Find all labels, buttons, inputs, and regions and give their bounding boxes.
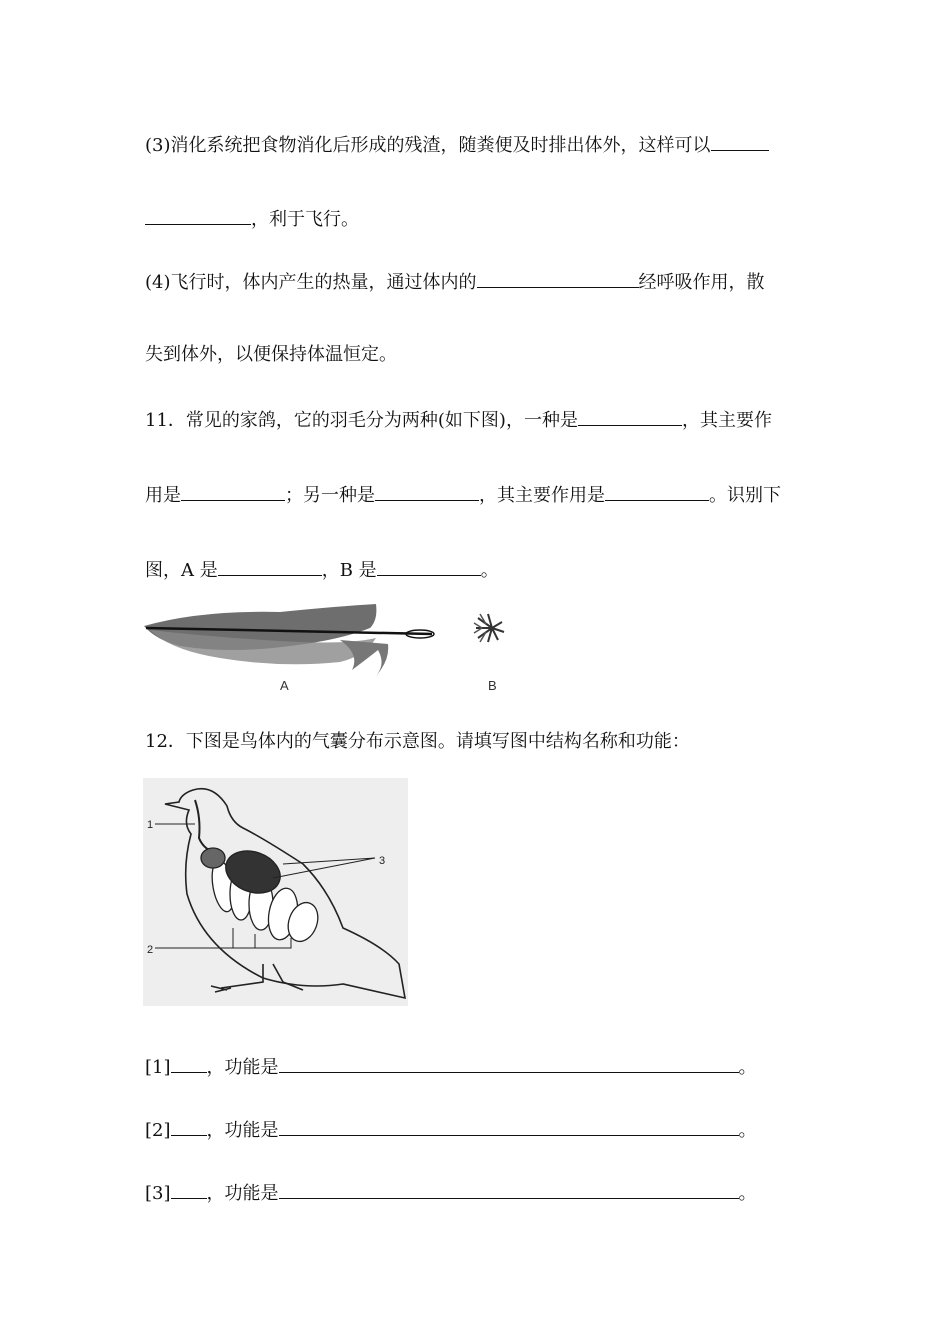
label-2: 2 xyxy=(147,944,154,956)
q10-part4-line2 xyxy=(145,343,397,367)
answer-number: [1] xyxy=(145,1057,171,1078)
answer-function-label: ，功能是 xyxy=(206,1183,279,1204)
answer-blank[interactable] xyxy=(477,269,639,288)
feather-a-illustration xyxy=(144,604,434,676)
q10-part4-text: (4)飞行时，体内产生的热量，通过体内的 xyxy=(145,272,477,293)
q11-line3 xyxy=(145,557,499,583)
q12-title: 12．下图是鸟体内的气囊分布示意图。请填写图中结构名称和功能： xyxy=(145,731,690,752)
q11-text: 。 xyxy=(480,560,499,581)
answer-blank[interactable] xyxy=(578,407,682,426)
q11-text: 图，A 是 xyxy=(145,560,218,581)
q11-text: ，其主要作 xyxy=(681,410,772,431)
answer-blank[interactable] xyxy=(171,1054,207,1073)
answer-blank[interactable] xyxy=(279,1117,739,1136)
q11-text: ，其主要作用是 xyxy=(479,485,605,506)
q10-part4-text-end: 失到体外，以便保持体温恒定。 xyxy=(145,344,397,365)
feather-figure xyxy=(140,598,540,698)
q10-part3-text-end: ，利于飞行。 xyxy=(251,209,359,230)
answer-function-label: ，功能是 xyxy=(206,1057,279,1078)
q10-part4-text-mid: 经呼吸作用，散 xyxy=(638,272,765,293)
answer-end: 。 xyxy=(738,1183,757,1204)
q11-text: 用是 xyxy=(145,485,181,506)
answer-blank[interactable] xyxy=(181,482,285,501)
q10-part4-line1 xyxy=(145,269,765,295)
answer-blank[interactable] xyxy=(279,1054,739,1073)
q10-part3-text: (3)消化系统把食物消化后形成的残渣，随粪便及时排出体外，这样可以 xyxy=(145,135,711,156)
answer-row-1 xyxy=(145,1054,757,1080)
label-3: 3 xyxy=(379,855,386,867)
q11-text: ，B 是 xyxy=(321,560,377,581)
answer-number: [2] xyxy=(145,1120,171,1141)
q11-text: ；另一种是 xyxy=(285,485,375,506)
q11-line1 xyxy=(145,407,772,433)
answer-blank[interactable] xyxy=(377,557,481,576)
answer-blank[interactable] xyxy=(711,132,769,151)
q11-line2 xyxy=(145,482,781,508)
answer-blank[interactable] xyxy=(145,206,251,225)
q11-text: 11．常见的家鸽，它的羽毛分为两种(如下图)，一种是 xyxy=(145,410,578,431)
air-sac-figure xyxy=(143,778,408,1006)
answer-blank[interactable] xyxy=(279,1180,739,1199)
answer-end: 。 xyxy=(738,1057,757,1078)
q11-text: 。识别下 xyxy=(709,485,781,506)
feather-b-label: B xyxy=(488,678,497,693)
answer-row-3 xyxy=(145,1180,757,1206)
answer-number: [3] xyxy=(145,1183,171,1204)
answer-blank[interactable] xyxy=(171,1180,207,1199)
answer-blank[interactable] xyxy=(218,557,322,576)
answer-function-label: ，功能是 xyxy=(206,1120,279,1141)
answer-blank[interactable] xyxy=(605,482,709,501)
q10-part3-line2 xyxy=(145,206,359,232)
feather-b-illustration xyxy=(474,614,504,642)
answer-blank[interactable] xyxy=(375,482,479,501)
answer-row-2 xyxy=(145,1117,757,1143)
feather-a-label: A xyxy=(280,678,289,693)
answer-end: 。 xyxy=(738,1120,757,1141)
label-1: 1 xyxy=(147,819,154,831)
q10-part3-line1 xyxy=(145,132,769,158)
answer-blank[interactable] xyxy=(171,1117,207,1136)
